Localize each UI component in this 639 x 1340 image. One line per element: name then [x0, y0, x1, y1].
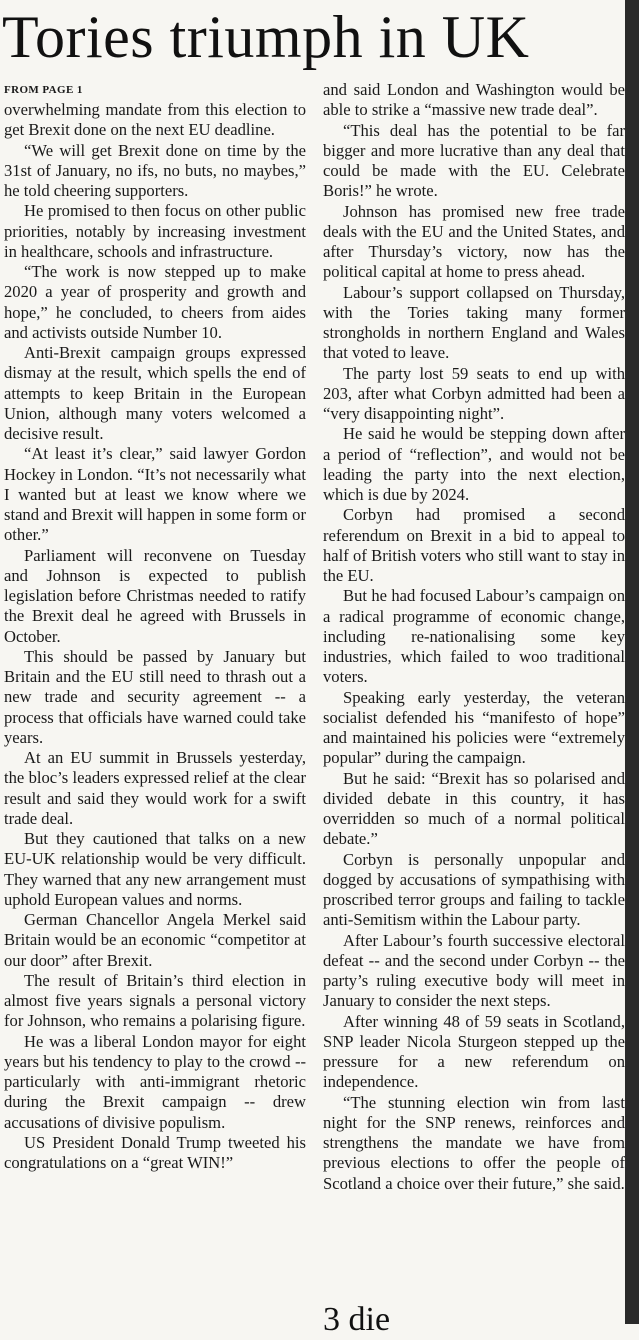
paragraph: He said he would be stepping down after a period of “reflection”, and would not be leading the party into the next election, which is due by 2024.	[323, 424, 625, 504]
paragraph: US President Donald Trump tweeted his congratulations on a “great WIN!”	[4, 1132, 306, 1172]
paragraph: Labour’s support collapsed on Thursday, with the Tories taking many former strongholds in northern England and Wales that voted to leave.	[323, 282, 625, 363]
article-column-right	[323, 80, 625, 1194]
jump-label: FROM PAGE 1	[4, 84, 83, 96]
paragraph: After Labour’s fourth successive electoral defeat -- and the second under Corbyn -- the party’s ruling executive body will meet in January to consider the next steps.	[323, 930, 625, 1011]
paragraph: “The work is now stepped up to make 2020 a year of prosperity and growth and hope,” he concluded, to cheers from aides and activists outside Number 10.	[4, 262, 306, 342]
paragraph: “The stunning election win from last night for the SNP renews, reinforces and strengthens the mandate we have from previous elections to offer the people of Scotland a choice over their future,” she said.	[323, 1092, 625, 1193]
paragraph: Anti-Brexit campaign groups expressed dismay at the result, which spells the end of attempts to keep Britain in the European Union, although many voters welcomed a decisive result.	[4, 343, 306, 443]
paragraph: and said London and Washington would be able to strike a “massive new trade deal”.	[323, 80, 625, 120]
paragraph: He promised to then focus on other public priorities, notably by increasing investment in healthcare, schools and infrastructure.	[4, 201, 306, 261]
paragraph: Johnson has promised new free trade deals with the EU and the United States, and after Thursday’s victory, now has the political capital at home to press ahead.	[323, 201, 625, 282]
paragraph: Corbyn had promised a second referendum on Brexit in a bid to appeal to half of British voters who still want to stay in the EU.	[323, 505, 625, 585]
paragraph: After winning 48 of 59 seats in Scotland, SNP leader Nicola Sturgeon stepped up the pressure for a new referendum on independence.	[323, 1011, 625, 1092]
paragraph: “At least it’s clear,” said lawyer Gordon Hockey in London. “It’s not necessarily what I wanted but at least we know where we stand and Brexit will happen in some form or other.”	[4, 444, 306, 545]
next-article-headline: 3 die	[323, 1301, 391, 1338]
paragraph: But they cautioned that talks on a new EU-UK relationship would be very difficult. They warned that any new arrangement must uphold European values and norms.	[4, 829, 306, 909]
page-edge-shadow	[625, 0, 639, 1324]
paragraph: Corbyn is personally unpopular and dogged by accusations of sympathising with proscribed terror groups and failing to tackle anti-Semitism within the Labour party.	[323, 849, 625, 930]
paragraph: The result of Britain’s third election in almost five years signals a personal victory for Johnson, who remains a polarising figure.	[4, 970, 306, 1031]
headline: Tories triumph in UK	[2, 4, 530, 70]
paragraph: Parliament will reconvene on Tuesday and Johnson is expected to publish legislation before Christmas needed to ratify the Brexit deal he agreed with Brussels in October.	[4, 545, 306, 646]
paragraph: overwhelming mandate from this election to get Brexit done on the next EU deadline.	[4, 100, 306, 140]
paragraph: But he said: “Brexit has so polarised and divided debate in this country, it has overridden so much of a normal political debate.”	[323, 768, 625, 849]
paragraph: This should be passed by January but Britain and the EU still need to thrash out a new trade and security agreement -- a process that officials have warned could take years.	[4, 646, 306, 747]
paragraph: Speaking early yesterday, the veteran socialist defended his “manifesto of hope” and maintained his policies were “extremely popular” during the campaign.	[323, 687, 625, 768]
paragraph: German Chancellor Angela Merkel said Britain would be an economic “competitor at our door” after Brexit.	[4, 910, 306, 970]
paragraph: “We will get Brexit done on time by the 31st of January, no ifs, no buts, no maybes,” he told cheering supporters.	[4, 140, 306, 200]
paragraph: The party lost 59 seats to end up with 203, after what Corbyn admitted had been a “very disappointing night”.	[323, 363, 625, 423]
article-column-left	[4, 80, 306, 1173]
paragraph: But he had focused Labour’s campaign on a radical programme of economic change, including re-nationalising some key industries, which failed to woo traditional voters.	[323, 586, 625, 687]
paragraph: He was a liberal London mayor for eight years but his tendency to play to the crowd -- particularly with anti-immigrant rhetoric during the Brexit campaign -- drew accusations of divisive populism.	[4, 1031, 306, 1132]
paragraph: “This deal has the potential to be far bigger and more lucrative than any deal that could be made with the EU. Celebrate Boris!” he wrote.	[323, 120, 625, 201]
paragraph: At an EU summit in Brussels yesterday, the bloc’s leaders expressed relief at the clear result and said they would work for a swift trade deal.	[4, 748, 306, 828]
